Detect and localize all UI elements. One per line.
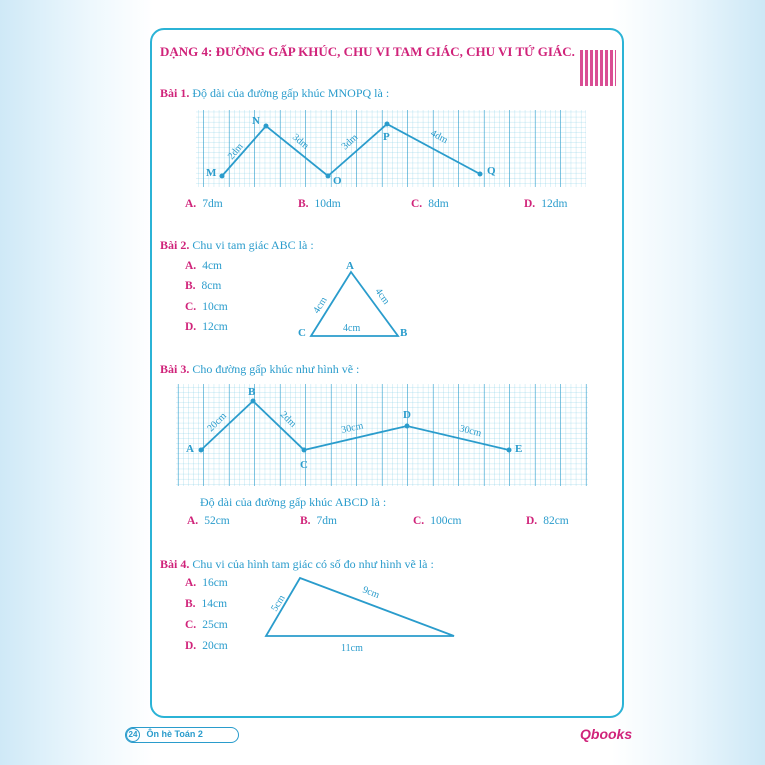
svg-text:4cm: 4cm (343, 323, 361, 334)
svg-text:11cm: 11cm (341, 643, 363, 654)
svg-text:2dm: 2dm (277, 409, 299, 430)
point-m: M (206, 167, 217, 179)
bai1-option-c[interactable]: C. 8dm (411, 198, 449, 210)
svg-text:5cm: 5cm (269, 593, 288, 614)
bai4-option-d[interactable]: D. 20cm (185, 640, 228, 652)
svg-text:A: A (346, 260, 354, 272)
book-title: Ôn hè Toán 2 (146, 729, 203, 739)
bai2-triangle (298, 260, 408, 339)
svg-text:A: A (186, 443, 194, 455)
bai1-option-d[interactable]: D. 12dm (524, 198, 568, 210)
seg-op: 3dm (339, 132, 361, 153)
bai2-option-c[interactable]: C. 10cm (185, 301, 228, 313)
bai3-option-a[interactable]: A. 52cm (187, 515, 230, 527)
bai2-option-d[interactable]: D. 12cm (185, 321, 228, 333)
bai3-option-b[interactable]: B. 7dm (300, 515, 337, 527)
svg-text:C: C (300, 459, 308, 471)
bai4-option-b[interactable]: B. 14cm (185, 598, 228, 610)
bai2-option-b[interactable]: B. 8cm (185, 280, 222, 292)
bai3-grid (176, 384, 588, 486)
svg-text:B: B (400, 327, 408, 339)
page-number: 24 (126, 728, 140, 742)
bai4-question: Bài 4. Chu vi của hình tam giác có số đo như hình vẽ là : (160, 557, 434, 571)
bai1-option-b[interactable]: B. 10dm (298, 198, 341, 210)
svg-text:D: D (403, 409, 411, 421)
seg-mn: 2dm (225, 141, 246, 162)
svg-text:30cm: 30cm (458, 423, 483, 440)
svg-text:C: C (298, 327, 306, 339)
bai4-option-a[interactable]: A. 16cm (185, 577, 228, 589)
svg-text:4cm: 4cm (311, 295, 330, 316)
bai3-option-d[interactable]: D. 82cm (526, 515, 569, 527)
bai3-subquestion: Độ dài của đường gấp khúc ABCD là : (200, 495, 387, 509)
bai4-option-c[interactable]: C. 25cm (185, 619, 228, 631)
svg-text:20cm: 20cm (205, 410, 229, 435)
bai2-question: Bài 2. Chu vi tam giác ABC là : (160, 238, 314, 252)
svg-text:B: B (248, 386, 256, 398)
section-title: DẠNG 4: ĐƯỜNG GẤP KHÚC, CHU VI TAM GIÁC, CHU VI TỨ GIÁC. (160, 44, 575, 59)
footer-book-label (125, 727, 239, 743)
seg-pq: 4dm (428, 127, 450, 146)
bai3-option-c[interactable]: C. 100cm (413, 515, 462, 527)
bai1-question: Bài 1. Độ dài của đường gấp khúc MNOPQ là : (160, 86, 390, 100)
point-p: P (383, 131, 390, 143)
qbooks-logo: Qbooks (580, 726, 633, 742)
point-o: O (333, 175, 342, 187)
bai1-option-a[interactable]: A. 7dm (185, 198, 223, 210)
bai3-question: Bài 3. Cho đường gấp khúc như hình vẽ : (160, 362, 360, 376)
svg-text:4cm: 4cm (372, 286, 392, 307)
seg-no: 3dm (290, 131, 311, 152)
point-n: N (252, 115, 260, 127)
bai2-option-a[interactable]: A. 4cm (185, 260, 222, 272)
point-q: Q (487, 165, 496, 177)
svg-text:30cm: 30cm (340, 420, 365, 436)
svg-text:E: E (515, 443, 523, 455)
bai4-triangle (266, 578, 454, 654)
svg-text:9cm: 9cm (360, 584, 381, 601)
